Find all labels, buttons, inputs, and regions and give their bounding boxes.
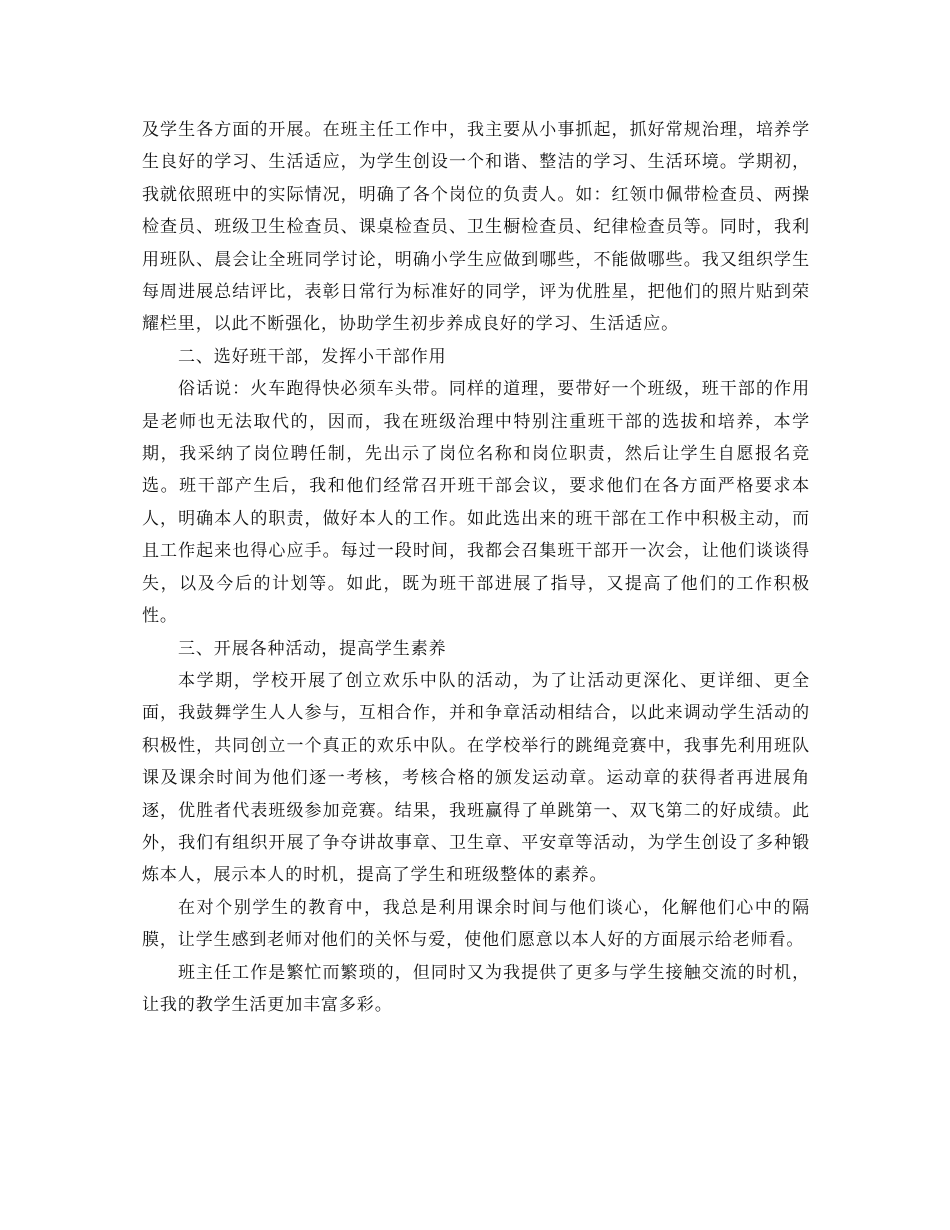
- body-paragraph-individual-education: 在对个别学生的教育中，我总是利用课余时间与他们谈心，化解他们心中的隔膜，让学生感到老师对他们的关怀与爱，使他们愿意以本人好的方面展示给老师看。: [142, 897, 810, 951]
- section-heading-three: 三、开展各种活动，提高学生素养: [178, 638, 447, 659]
- body-paragraph-activities: 本学期，学校开展了创立欢乐中队的活动，为了让活动更深化、更详细、更全面，我鼓舞学生人人参与，互相合作，并和争章活动相结合，以此来调动学生活动的积极性，共同创立一个真正的欢乐中队。在学校举行的跳绳竞赛中，我事先利用班队课及课余时间为他们逐一考核，考核合格的颁发运动章。运动章的获得者再进展角逐，优胜者代表班级参加竞赛。结果，我班赢得了单跳第一、双飞第二的好成绩。此外，我们有组织开展了争夺讲故事章、卫生章、平安章等活动，为学生创设了多种锻炼本人，展示本人的时机，提高了学生和班级整体的素养。: [142, 670, 810, 886]
- body-paragraph-continued: 及学生各方面的开展。在班主任工作中，我主要从小事抓起，抓好常规治理，培养学生良好的学习、生活适应，为学生创设一个和谐、整洁的学习、生活环境。学期初，我就依照班中的实际情况，明确了各个岗位的负责人。如：红领巾佩带检查员、两操检查员、班级卫生检查员、课桌检查员、卫生橱检查员、纪律检查员等。同时，我利用班队、晨会让全班同学讨论，明确小学生应做到哪些，不能做哪些。我又组织学生每周进展总结评比，表彰日常行为标准好的同学，评为优胜星，把他们的照片贴到荣耀栏里，以此不断强化，协助学生初步养成良好的学习、生活适应。: [142, 120, 810, 335]
- section-heading-two: 二、选好班干部，发挥小干部作用: [178, 346, 447, 367]
- document-body: [142, 114, 810, 1021]
- body-paragraph-conclusion: 班主任工作是繁忙而繁琐的，但同时又为我提供了更多与学生接触交流的时机，让我的教学生活更加丰富多彩。: [142, 962, 810, 1015]
- body-paragraph-class-cadres: 俗话说：火车跑得快必须车头带。同样的道理，要带好一个班级，班干部的作用是老师也无法取代的，因而，我在班级治理中特别注重班干部的选拔和培养，本学期，我采纳了岗位聘任制，先出示了岗位名称和岗位职责，然后让学生自愿报名竞选。班干部产生后，我和他们经常召开班干部会议，要求他们在各方面严格要求本人，明确本人的职责，做好本人的工作。如此选出来的班干部在工作中积极主动，而且工作起来也得心应手。每过一段时间，我都会召集班干部开一次会，让他们谈谈得失，以及今后的计划等。如此，既为班干部进展了指导，又提高了他们的工作积极性。: [142, 379, 810, 627]
